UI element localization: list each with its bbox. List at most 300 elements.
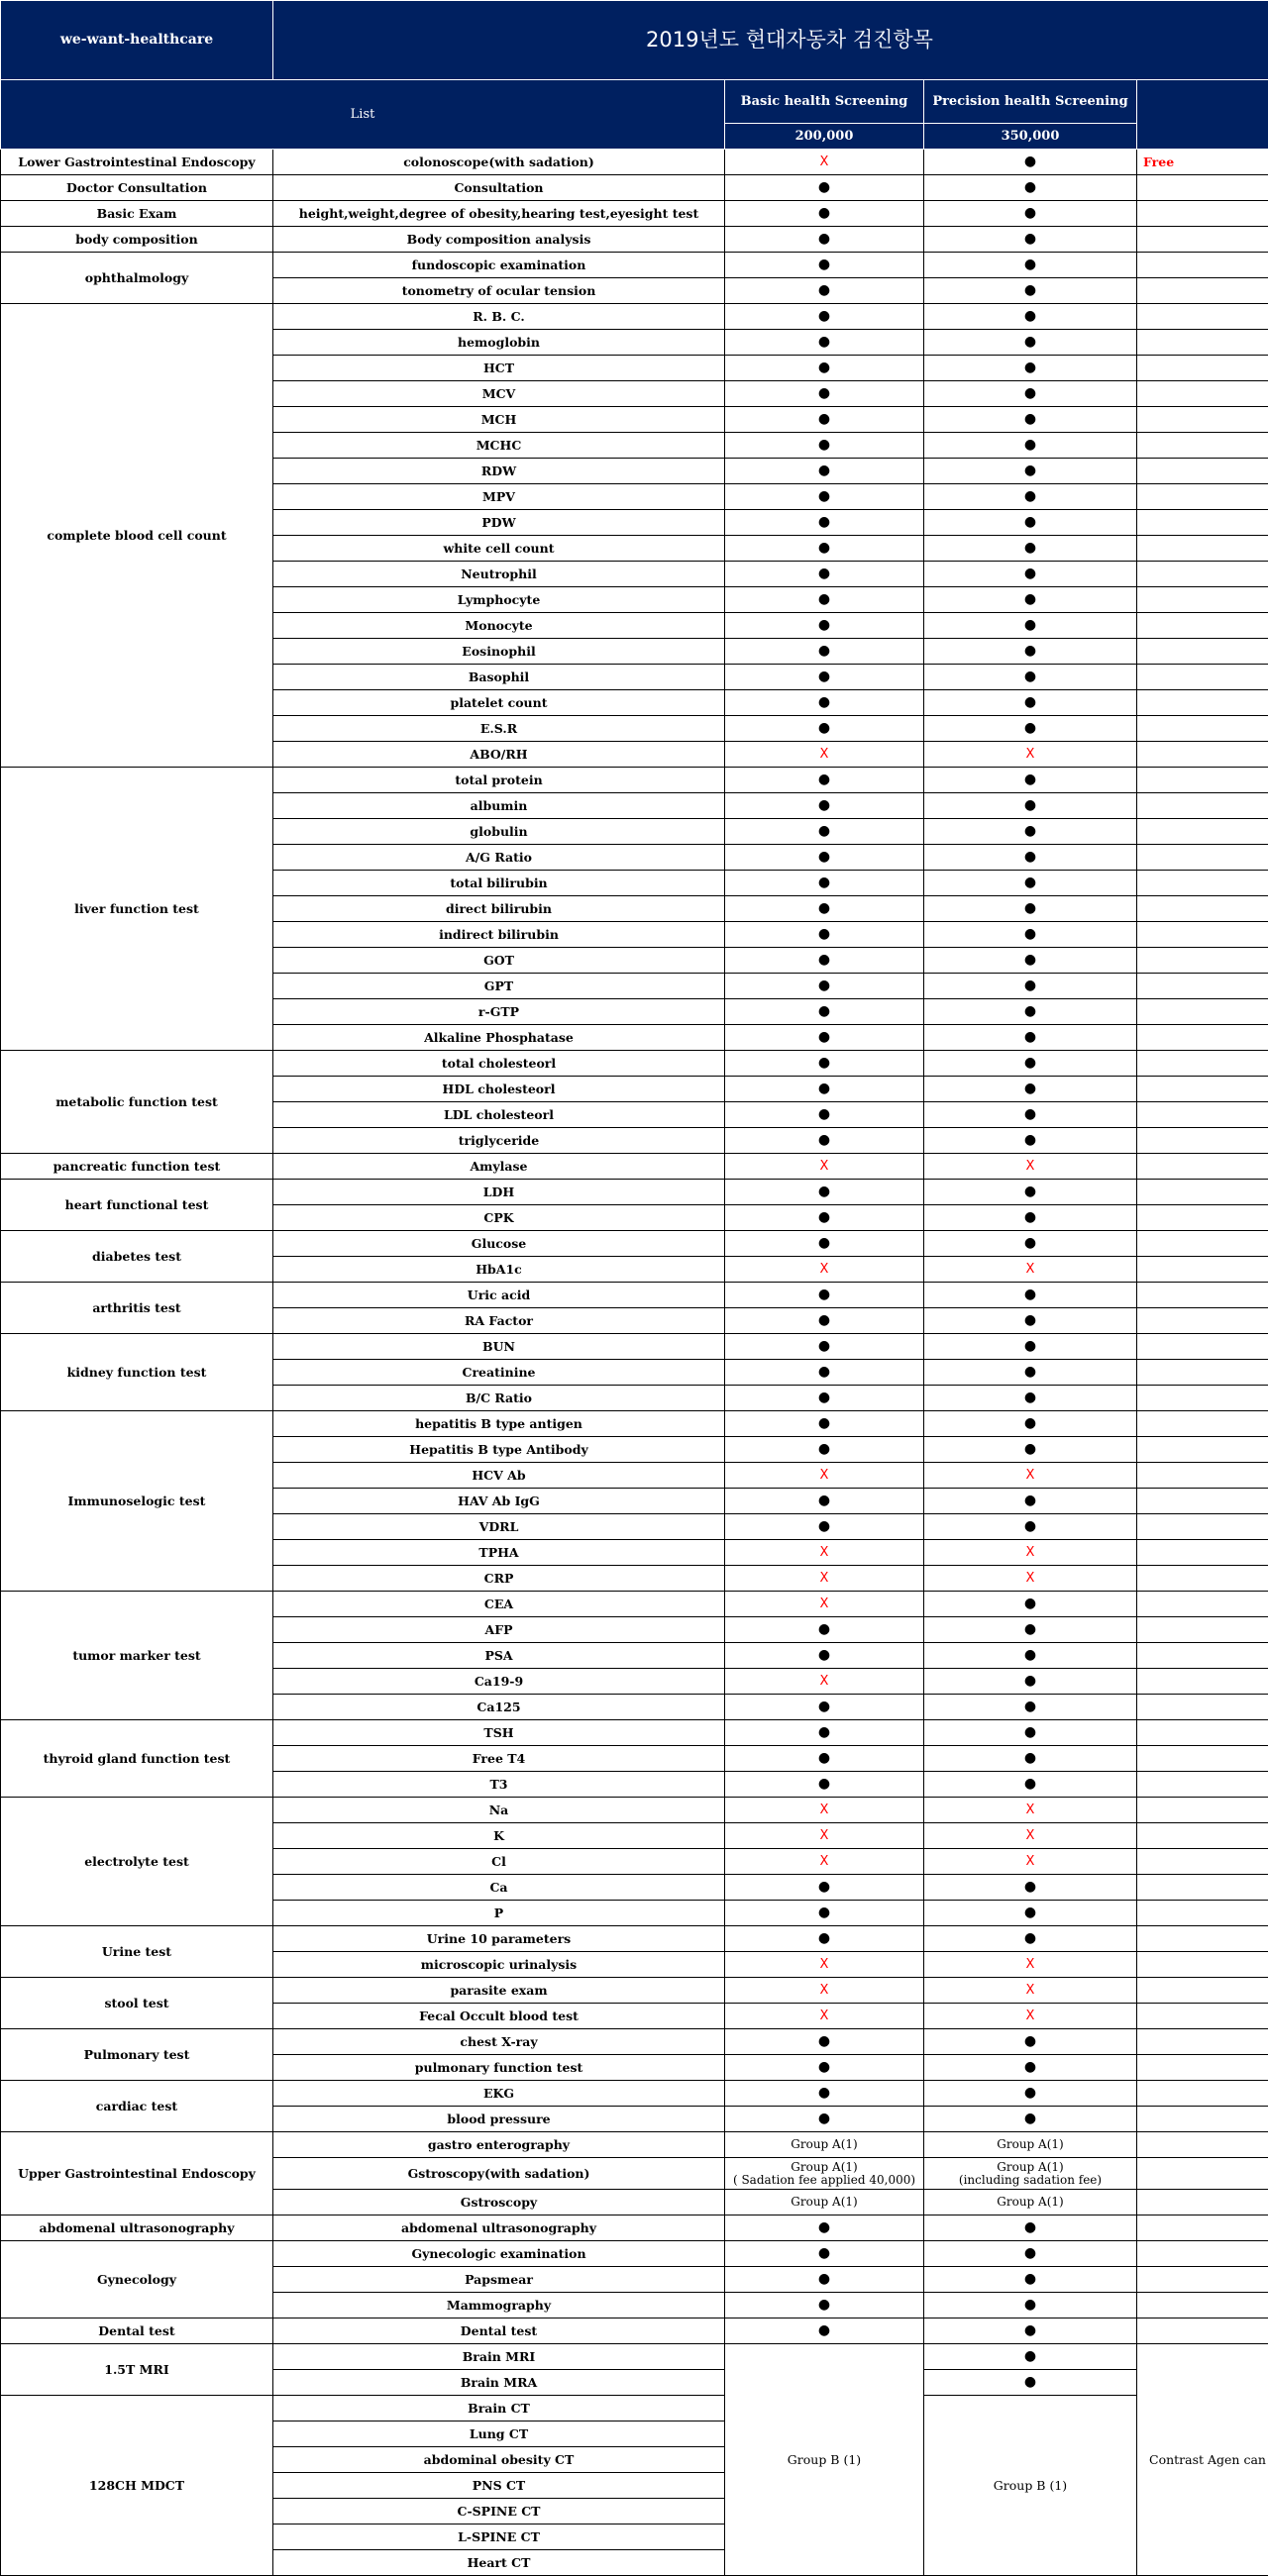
precision-value: ●: [924, 845, 1137, 871]
precision-value: ●: [924, 1308, 1137, 1334]
basic-value: ●: [725, 1875, 924, 1901]
test-item: Ca: [273, 1875, 725, 1901]
precision-package-name: Precision health Screening: [924, 80, 1137, 124]
category-cell: liver function test: [1, 768, 273, 1051]
extra-value: [1137, 1128, 1268, 1154]
test-item: blood pressure: [273, 2107, 725, 2132]
test-item: CRP: [273, 1566, 725, 1592]
basic-value: ●: [725, 1746, 924, 1772]
extra-value: [1137, 1823, 1268, 1849]
extra-value: [1137, 639, 1268, 665]
group-value: Group A(1): [924, 2138, 1136, 2151]
extra-value: [1137, 484, 1268, 510]
extra-value: [1137, 1978, 1268, 2004]
extra-value: [1137, 562, 1268, 587]
precision-group-b: Group B (1): [924, 2396, 1137, 2576]
precision-value: ●: [924, 330, 1137, 356]
test-item: E.S.R: [273, 716, 725, 742]
precision-value: ●: [924, 536, 1137, 562]
precision-value: ●: [924, 1437, 1137, 1463]
extra-value: [1137, 587, 1268, 613]
basic-value: ●: [725, 896, 924, 922]
category-cell: 1.5T MRI: [1, 2344, 273, 2396]
precision-value: X: [924, 1849, 1137, 1875]
precision-value: ●: [924, 587, 1137, 613]
basic-value: X: [725, 2004, 924, 2029]
basic-value: X: [725, 1463, 924, 1489]
test-item: HCT: [273, 356, 725, 381]
extra-value: [1137, 2029, 1268, 2055]
brand-name: we-want-healthcare: [1, 1, 273, 80]
test-item: tonometry of ocular tension: [273, 278, 725, 304]
precision-value: ●: [924, 948, 1137, 974]
basic-value: ●: [725, 1360, 924, 1386]
category-cell: Gynecology: [1, 2241, 273, 2318]
table-row: [1, 175, 1268, 201]
precision-value: ●: [924, 2029, 1137, 2055]
basic-value: ●: [725, 999, 924, 1025]
basic-value: ●: [725, 278, 924, 304]
test-item: Mammography: [273, 2293, 725, 2318]
basic-package-price: 200,000: [725, 124, 924, 150]
extra-value: [1137, 1051, 1268, 1077]
precision-value: X: [924, 1540, 1137, 1566]
test-item: Gstroscopy(with sadation): [273, 2158, 725, 2190]
test-item: Lymphocyte: [273, 587, 725, 613]
basic-value: ●: [725, 1617, 924, 1643]
extra-value: [1137, 2158, 1268, 2190]
extra-value: [1137, 1489, 1268, 1514]
test-item: total bilirubin: [273, 871, 725, 896]
extra-value: [1137, 1077, 1268, 1102]
basic-value: ●: [725, 330, 924, 356]
basic-value: ●: [725, 227, 924, 253]
extra-value: [1137, 330, 1268, 356]
extra-value: [1137, 768, 1268, 793]
precision-value: ●: [924, 1051, 1137, 1077]
test-item: Hepatitis B type Antibody: [273, 1437, 725, 1463]
precision-value: ●: [924, 459, 1137, 484]
extra-value: [1137, 1952, 1268, 1978]
extra-value: [1137, 871, 1268, 896]
table-row: [1, 768, 1268, 793]
precision-value: ●: [924, 1025, 1137, 1051]
extra-value: [1137, 536, 1268, 562]
extra-value: [1137, 1437, 1268, 1463]
extra-value: [1137, 304, 1268, 330]
basic-value: ●: [725, 2055, 924, 2081]
extra-value: [1137, 1411, 1268, 1437]
precision-value: X: [924, 2004, 1137, 2029]
test-item: platelet count: [273, 690, 725, 716]
category-cell: cardiac test: [1, 2081, 273, 2132]
basic-value: ●: [725, 2241, 924, 2267]
table-row: [1, 1231, 1268, 1257]
precision-value: ●: [924, 1360, 1137, 1386]
extra-value: [1137, 356, 1268, 381]
category-cell: tumor marker test: [1, 1592, 273, 1720]
extra-value: [1137, 1334, 1268, 1360]
category-cell: kidney function test: [1, 1334, 273, 1411]
precision-value: ●: [924, 2293, 1137, 2318]
test-item: Gynecologic examination: [273, 2241, 725, 2267]
extra-value: [1137, 1257, 1268, 1283]
precision-value: ●: [924, 484, 1137, 510]
precision-value: X: [924, 1823, 1137, 1849]
test-item: HbA1c: [273, 1257, 725, 1283]
test-item: hepatitis B type antigen: [273, 1411, 725, 1437]
precision-value: ●: [924, 716, 1137, 742]
basic-value: ●: [725, 1514, 924, 1540]
test-item: R. B. C.: [273, 304, 725, 330]
test-item: K: [273, 1823, 725, 1849]
extra-value: [1137, 2267, 1268, 2293]
category-cell: Basic Exam: [1, 201, 273, 227]
test-item: total protein: [273, 768, 725, 793]
group-value: Group A(1): [924, 2196, 1136, 2209]
extra-value: [1137, 613, 1268, 639]
precision-value: ●: [924, 227, 1137, 253]
precision-value: ●: [924, 2344, 1137, 2370]
basic-value: ●: [725, 974, 924, 999]
test-item: gastro enterography: [273, 2132, 725, 2158]
category-cell: arthritis test: [1, 1283, 273, 1334]
basic-value: ●: [725, 1334, 924, 1360]
test-item: P: [273, 1901, 725, 1926]
precision-value: ●: [924, 613, 1137, 639]
test-item: Glucose: [273, 1231, 725, 1257]
test-item: LDH: [273, 1180, 725, 1205]
table-row: [1, 1411, 1268, 1437]
basic-value: [725, 2190, 924, 2215]
basic-value: ●: [725, 253, 924, 278]
page-title: 2019년도 현대자동차 검진항목: [273, 1, 1268, 80]
precision-value: ●: [924, 2055, 1137, 2081]
precision-value: ●: [924, 2081, 1137, 2107]
extra-value: [1137, 1540, 1268, 1566]
test-item: colonoscope(with sadation): [273, 150, 725, 175]
extra-value: [1137, 1102, 1268, 1128]
test-item: PDW: [273, 510, 725, 536]
basic-value: ●: [725, 1231, 924, 1257]
basic-value: ●: [725, 2107, 924, 2132]
precision-value: ●: [924, 1875, 1137, 1901]
category-cell: electrolyte test: [1, 1798, 273, 1926]
basic-value: ●: [725, 1772, 924, 1798]
test-item: Ca125: [273, 1695, 725, 1720]
test-item: BUN: [273, 1334, 725, 1360]
table-row: [1, 227, 1268, 253]
basic-value: ●: [725, 459, 924, 484]
precision-value: ●: [924, 1128, 1137, 1154]
table-row: [1, 2132, 1268, 2158]
precision-value: ●: [924, 793, 1137, 819]
test-item: HAV Ab IgG: [273, 1489, 725, 1514]
basic-value: X: [725, 1823, 924, 1849]
basic-value: ●: [725, 1025, 924, 1051]
table-row: [1, 1154, 1268, 1180]
basic-value: ●: [725, 1411, 924, 1437]
test-item: Ca19-9: [273, 1669, 725, 1695]
extra-value: [1137, 2004, 1268, 2029]
basic-value: ●: [725, 1102, 924, 1128]
test-item: Fecal Occult blood test: [273, 2004, 725, 2029]
test-item: HCV Ab: [273, 1463, 725, 1489]
extra-value: [1137, 2215, 1268, 2241]
precision-value: ●: [924, 1617, 1137, 1643]
extra-value: [1137, 1695, 1268, 1720]
test-item: pulmonary function test: [273, 2055, 725, 2081]
test-item: Monocyte: [273, 613, 725, 639]
precision-value: ●: [924, 999, 1137, 1025]
extra-value: [1137, 793, 1268, 819]
category-cell: 128CH MDCT: [1, 2396, 273, 2576]
test-item: Papsmear: [273, 2267, 725, 2293]
category-cell: Upper Gastrointestinal Endoscopy: [1, 2132, 273, 2215]
category-cell: thyroid gland function test: [1, 1720, 273, 1798]
extra-value: [1137, 2055, 1268, 2081]
test-item: abdominal obesity CT: [273, 2447, 725, 2473]
test-item: Gstroscopy: [273, 2190, 725, 2215]
precision-value: ●: [924, 665, 1137, 690]
precision-value: ●: [924, 1205, 1137, 1231]
extra-value: [1137, 1875, 1268, 1901]
precision-value: [924, 2158, 1137, 2190]
precision-value: ●: [924, 2215, 1137, 2241]
table-row: [1, 1592, 1268, 1617]
extra-value: [1137, 716, 1268, 742]
basic-value: ●: [725, 871, 924, 896]
extra-value: [1137, 896, 1268, 922]
category-cell: heart functional test: [1, 1180, 273, 1231]
test-item: r-GTP: [273, 999, 725, 1025]
basic-value: ●: [725, 948, 924, 974]
extra-value: [1137, 690, 1268, 716]
test-item: LDL cholesteorl: [273, 1102, 725, 1128]
test-item: Uric acid: [273, 1283, 725, 1308]
precision-value: ●: [924, 896, 1137, 922]
test-item: CEA: [273, 1592, 725, 1617]
precision-value: [924, 2190, 1137, 2215]
basic-value: X: [725, 150, 924, 175]
extra-value: Free: [1137, 150, 1268, 175]
test-item: MCV: [273, 381, 725, 407]
precision-value: ●: [924, 175, 1137, 201]
basic-value: ●: [725, 819, 924, 845]
basic-value: ●: [725, 1180, 924, 1205]
precision-value: ●: [924, 1283, 1137, 1308]
basic-value: ●: [725, 1437, 924, 1463]
basic-value: ●: [725, 175, 924, 201]
precision-value: X: [924, 1257, 1137, 1283]
basic-value: ●: [725, 922, 924, 948]
category-cell: Dental test: [1, 2318, 273, 2344]
test-item: VDRL: [273, 1514, 725, 1540]
basic-value: X: [725, 1952, 924, 1978]
category-cell: body composition: [1, 227, 273, 253]
basic-value: ●: [725, 1283, 924, 1308]
extra-value: [1137, 974, 1268, 999]
basic-value: ●: [725, 1901, 924, 1926]
basic-value: ●: [725, 1077, 924, 1102]
test-item: AFP: [273, 1617, 725, 1643]
precision-value: ●: [924, 562, 1137, 587]
test-item: Neutrophil: [273, 562, 725, 587]
basic-value: ●: [725, 690, 924, 716]
basic-value: ●: [725, 2318, 924, 2344]
table-row: [1, 2215, 1268, 2241]
table-row: [1, 201, 1268, 227]
category-cell: stool test: [1, 1978, 273, 2029]
contrast-note: Contrast Agen can: [1137, 2344, 1268, 2576]
test-item: ABO/RH: [273, 742, 725, 768]
precision-value: ●: [924, 2107, 1137, 2132]
basic-value: ●: [725, 768, 924, 793]
basic-value: ●: [725, 1643, 924, 1669]
precision-value: ●: [924, 1720, 1137, 1746]
precision-value: ●: [924, 201, 1137, 227]
table-row: [1, 1798, 1268, 1823]
precision-value: ●: [924, 1926, 1137, 1952]
test-item: L-SPINE CT: [273, 2524, 725, 2550]
basic-value: ●: [725, 1386, 924, 1411]
basic-value: ●: [725, 2215, 924, 2241]
extra-value: [1137, 1592, 1268, 1617]
precision-value: ●: [924, 1643, 1137, 1669]
test-item: PSA: [273, 1643, 725, 1669]
test-item: MPV: [273, 484, 725, 510]
precision-value: ●: [924, 1077, 1137, 1102]
extra-value: [1137, 1283, 1268, 1308]
extra-value: [1137, 845, 1268, 871]
basic-value: ●: [725, 1926, 924, 1952]
basic-value: ●: [725, 639, 924, 665]
test-item: abdomenal ultrasonography: [273, 2215, 725, 2241]
test-item: hemoglobin: [273, 330, 725, 356]
test-item: albumin: [273, 793, 725, 819]
extra-value: [1137, 922, 1268, 948]
group-value: Group A(1): [725, 2196, 923, 2209]
precision-value: [924, 2132, 1137, 2158]
precision-value: ●: [924, 2370, 1137, 2396]
precision-value: ●: [924, 1386, 1137, 1411]
test-item: T3: [273, 1772, 725, 1798]
group-value: Group A(1): [725, 2138, 923, 2151]
precision-value: ●: [924, 1901, 1137, 1926]
extra-value: [1137, 510, 1268, 536]
test-item: HDL cholesteorl: [273, 1077, 725, 1102]
test-item: total cholesteorl: [273, 1051, 725, 1077]
precision-value: ●: [924, 1695, 1137, 1720]
test-item: RA Factor: [273, 1308, 725, 1334]
precision-value: ●: [924, 304, 1137, 330]
precision-package-price: 350,000: [924, 124, 1137, 150]
extra-value: [1137, 381, 1268, 407]
test-item: white cell count: [273, 536, 725, 562]
basic-value: ●: [725, 2293, 924, 2318]
precision-value: ●: [924, 819, 1137, 845]
extra-value: [1137, 1849, 1268, 1875]
precision-value: ●: [924, 510, 1137, 536]
extra-value: [1137, 2132, 1268, 2158]
precision-value: ●: [924, 1746, 1137, 1772]
group-note: ( Sadation fee applied 40,000): [725, 2174, 923, 2187]
precision-value: ●: [924, 768, 1137, 793]
basic-value: ●: [725, 381, 924, 407]
precision-value: ●: [924, 2241, 1137, 2267]
test-item: Consultation: [273, 175, 725, 201]
precision-value: X: [924, 742, 1137, 768]
test-item: Alkaline Phosphatase: [273, 1025, 725, 1051]
precision-value: X: [924, 1978, 1137, 2004]
precision-value: ●: [924, 690, 1137, 716]
basic-value: X: [725, 1978, 924, 2004]
extra-value: [1137, 1926, 1268, 1952]
test-item: fundoscopic examination: [273, 253, 725, 278]
basic-value: X: [725, 742, 924, 768]
basic-value: ●: [725, 587, 924, 613]
table-row: [1, 2081, 1268, 2107]
precision-value: ●: [924, 1102, 1137, 1128]
table-row: [1, 1334, 1268, 1360]
basic-value: ●: [725, 433, 924, 459]
precision-value: ●: [924, 150, 1137, 175]
table-row: [1, 253, 1268, 278]
precision-value: ●: [924, 1411, 1137, 1437]
precision-value: X: [924, 1798, 1137, 1823]
extra-value: [1137, 1360, 1268, 1386]
extra-value: [1137, 227, 1268, 253]
test-item: indirect bilirubin: [273, 922, 725, 948]
test-item: globulin: [273, 819, 725, 845]
table-row: [1, 2029, 1268, 2055]
basic-value: X: [725, 1669, 924, 1695]
test-item: Heart CT: [273, 2550, 725, 2576]
basic-value: ●: [725, 845, 924, 871]
basic-value: X: [725, 1566, 924, 1592]
precision-value: ●: [924, 278, 1137, 304]
basic-package-name: Basic health Screening: [725, 80, 924, 124]
test-item: GPT: [273, 974, 725, 999]
extra-value: [1137, 1720, 1268, 1746]
test-item: MCH: [273, 407, 725, 433]
extra-value: [1137, 2190, 1268, 2215]
group-value: Group A(1): [924, 2161, 1136, 2174]
precision-value: ●: [924, 433, 1137, 459]
extra-value: [1137, 1617, 1268, 1643]
test-item: A/G Ratio: [273, 845, 725, 871]
precision-value: X: [924, 1952, 1137, 1978]
category-cell: Urine test: [1, 1926, 273, 1978]
precision-value: ●: [924, 639, 1137, 665]
test-item: Amylase: [273, 1154, 725, 1180]
precision-value: ●: [924, 407, 1137, 433]
precision-value: ●: [924, 1514, 1137, 1540]
category-cell: Lower Gastrointestinal Endoscopy: [1, 150, 273, 175]
test-item: Urine 10 parameters: [273, 1926, 725, 1952]
table-row: [1, 2318, 1268, 2344]
extra-value: [1137, 742, 1268, 768]
precision-value: X: [924, 1566, 1137, 1592]
list-header: List: [1, 80, 725, 150]
table-row: [1, 1926, 1268, 1952]
test-item: Dental test: [273, 2318, 725, 2344]
basic-value: ●: [725, 510, 924, 536]
test-item: Body composition analysis: [273, 227, 725, 253]
basic-value: ●: [725, 304, 924, 330]
category-cell: abdomenal ultrasonography: [1, 2215, 273, 2241]
table-row: [1, 304, 1268, 330]
